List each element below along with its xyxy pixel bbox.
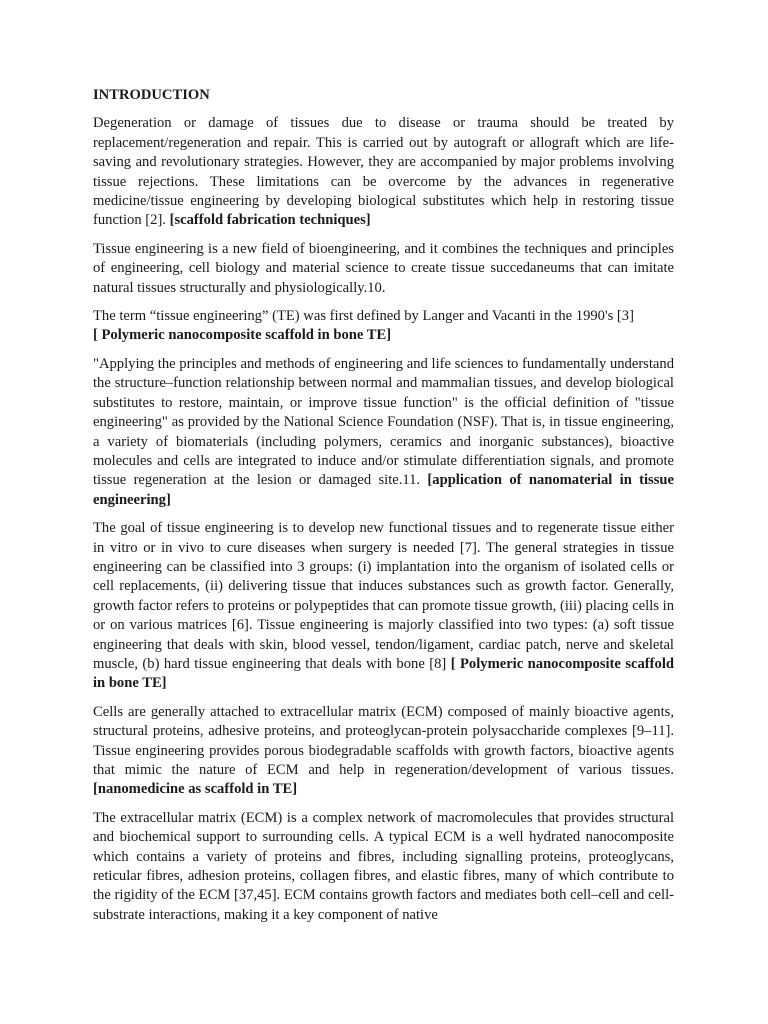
paragraph-5-reference: [ Polymeric nanocomposite scaffold in bone TE]	[93, 655, 674, 692]
paragraph-4-reference: [application of nanomaterial in tissue engineering]	[93, 472, 675, 508]
document-page	[93, 86, 674, 934]
paragraph-6	[93, 703, 674, 800]
paragraph-2-text: Tissue engineering is a new field of bioengineering, and it combines the techniques and principles of engineering, cell biology and material science to create tissue succedaneums that can imitate natural tissues structurally and physiologically.10.	[93, 240, 674, 296]
paragraph-3-reference: [ Polymeric nanocomposite scaffold in bone TE]	[93, 327, 392, 344]
paragraph-4-text: "Applying the principles and methods of engineering and life sciences to fundamentally understand the structure–function relationship between normal and mammalian tissues, and develop biological substitutes to restore, maintain, or improve tissue function" is the official definition of "tissue engineering" as provided by the National Science Foundation (NSF). That is, in tissue engineering, a variety of biomaterials (including polymers, ceramics and inorganic substances), bioactive molecules and cells are integrated to induce and/or stimulate differentiation signals, and promote tissue regeneration at the lesion or damaged site.11.	[93, 355, 674, 489]
paragraph-7-text: The extracellular matrix (ECM) is a complex network of macromolecules that provides structural and biochemical support to surrounding cells. A typical ECM is a well hydrated nanocomposite which contains a variety of proteins and fibres, including signalling proteins, proteoglycans, reticular fibres, adhesion proteins, collagen fibres, and elastic fibres, many of which contribute to the rigidity of the ECM [37,45]. ECM contains growth factors and mediates both cell–cell and cell-substrate interactions, making it a key component of native	[93, 809, 674, 923]
paragraph-1-text: Degeneration or damage of tissues due to disease or trauma should be treated by replacement/regeneration and repair. This is carried out by autograft or allograft which are life-saving and revolutionary strategies. However, they are accompanied by major problems involving tissue rejections. These limitations can be overcome by the advances in regenerative medicine/tissue engineering by developing biological substitutes which help in restoring tissue function [2].	[93, 115, 674, 229]
paragraph-7	[93, 809, 674, 925]
section-heading: INTRODUCTION	[93, 87, 210, 103]
paragraph-5-text: The goal of tissue engineering is to develop new functional tissues and to regenerate tissue either in vitro or in vivo to cure diseases when surgery is needed [7]. The general strategies in tissue engineering can be classified into 3 groups: (i) implantation into the organism of isolated cells or cell replacements, (ii) delivering tissue that induces substances such as growth factor. Generally, growth factor refers to proteins or polypeptides that can promote tissue growth, (iii) placing cells in or on various matrices [6]. Tissue engineering is majorly classified into two types: (a) soft tissue engineering that deals with skin, blood vessel, tendon/ligament, cardiac patch, nerve and skeletal muscle, (b) hard tissue engineering that deals with bone [8]	[93, 520, 674, 672]
paragraph-3	[93, 307, 674, 346]
paragraph-2	[93, 240, 674, 298]
paragraph-4	[93, 355, 674, 510]
paragraph-1-reference: [scaffold fabrication techniques]	[169, 212, 371, 229]
paragraph-3-text: The term “tissue engineering” (TE) was first defined by Langer and Vacanti in the 1990's [3]	[93, 308, 634, 325]
paragraph-5	[93, 519, 674, 694]
paragraph-6-text: Cells are generally attached to extracellular matrix (ECM) composed of mainly bioactive agents, structural proteins, adhesive proteins, and proteoglycan-protein polysaccharide complexes [9–11]. Tissue engineering provides porous biodegradable scaffolds with growth factors, bioactive agents that mimic the nature of ECM and help in regeneration/development of various tissues.	[93, 703, 674, 778]
paragraph-6-reference: [nanomedicine as scaffold in TE]	[93, 781, 298, 798]
paragraph-1	[93, 114, 674, 230]
